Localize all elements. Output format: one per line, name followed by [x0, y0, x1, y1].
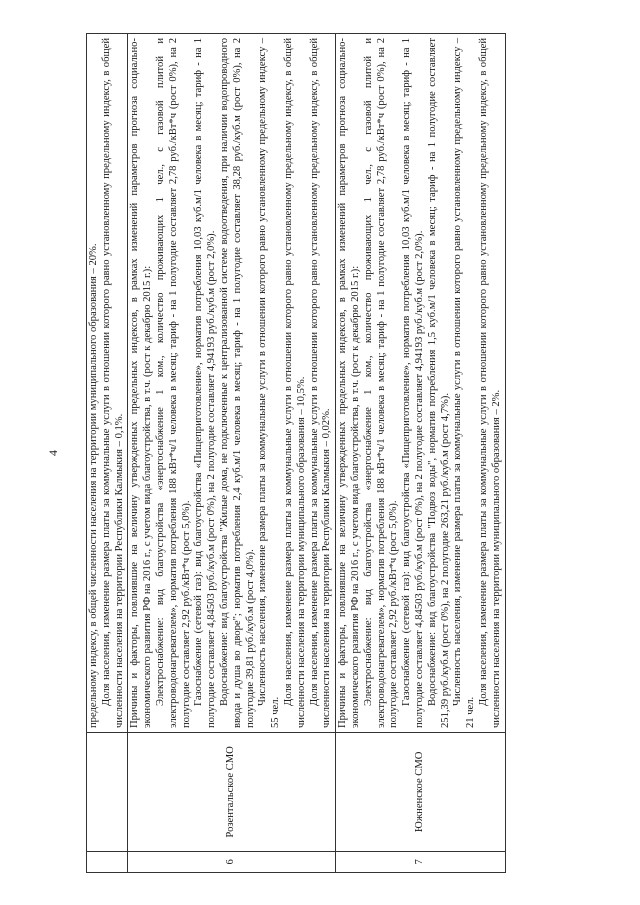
paragraph: Водоснабжение: вид благоустройства "Жилые дома, не подключенные к централизованной системе водоотведения, при наличии водопроводного ввода и душа во дворе"; норматив потребления 2,4 куб.м/1 человека в месяц; тариф - на 1 полугодие составляет 38,28 руб./куб.м (рост 0%), на 2 полугодие 39,81 руб./куб.м (рост 4,0%). [218, 37, 256, 728]
rotated-page-content [40, 33, 600, 873]
paragraph: Водоснабжение: вид благоустройства "Подвоз воды", норматив потребления 1,5 куб.м/1 человека в месяц; тариф - на 1 полугодие составляет 251,39 руб./куб.м (рост 0%), на 2 полугодие 263,21 руб./куб.м (рост 4,7%). [426, 37, 451, 728]
description-cell [336, 33, 505, 732]
paragraph: Доля населения, изменение размера платы за коммунальные услуги в отношении которого равно установленному предельному индексу, в общей численности населения на территории муниципального образования – 2%. [477, 37, 502, 728]
paragraph: Доля населения, изменение размера платы за коммунальные услуги в отношении которого равно установленному предельному индексу, в общей численности населения на территории Республики Калмыкия – 0,02%. [308, 37, 333, 728]
paragraph: Причины и факторы, повлиявшие на величину утвержденных предельных индексов, в рамках изменений параметров прогноза социально-экономического развития РФ на 2016 г., с учетом вида благоустройства, в т.ч. (рост к декабрю 2015 г.): [129, 37, 154, 728]
paragraph: Электроснабжение: вид благоустройства «энергоснабжение 1 ком., количество проживающих 1 чел., с газовой плитой и электроводонагревателем», норматив потребления 188 кВт*ч/1 человека в месяц; тариф - на 1 полугодие составляет 2,78 руб./кВт*ч (рост 0%), на 2 полугодие составляет 2,92 руб./кВт*ч (рост 5,0%). [362, 37, 400, 728]
row-number: 6 [128, 851, 336, 872]
paragraph: Газоснабжение (сетевой газ): вид благоустройства «Пищеприготовление», норматив потребления 10,03 куб.м/1 человека в месяц; тариф - на 1 полугодие составляет 4,84503 руб./куб.м (рост 0%), на 2 полугодие составляет 4,94193 руб./куб.м (рост 2,0%). [193, 37, 218, 728]
paragraph: Газоснабжение (сетевой газ): вид благоустройства «Пищеприготовление», норматив потребления 10,03 куб.м/1 человека в месяц; тариф - на 1 полугодие составляет 4,84503 руб./куб.м (рост 0%), на 2 полугодие составляет 4,94193 руб./куб.м (рост 2,0%). [401, 37, 425, 728]
paragraph: предельному индексу, в общей численности населения на территории муниципального образования – 20%. [88, 242, 99, 728]
paragraph: Численность населения, изменение размера платы за коммунальные услуги в отношении которого равно установленному предельному индексу – 55 чел. [257, 37, 282, 728]
municipality-table [86, 33, 506, 873]
table-row [336, 33, 505, 872]
description-cell [87, 33, 128, 732]
municipality-name-cell [87, 732, 128, 851]
row-number-cell [87, 851, 128, 872]
table-row-continuation [87, 33, 128, 872]
row-number: 7 [336, 851, 505, 872]
paragraph: Доля населения, изменение размера платы за коммунальные услуги в отношении которого равно установленному предельному индексу, в общей численности населения на территории Республики Калмыкия – 0,1%. [100, 37, 125, 728]
paragraph: Причины и факторы, повлиявшие на величину утвержденных предельных индексов, в рамках изменений параметров прогноза социально-экономического развития РФ на 2016 г., с учетом вида благоустройства, в т.ч. (рост к декабрю 2015 г.): [337, 37, 361, 728]
municipality-name: Южненское СМО [336, 732, 505, 851]
description-cell [128, 33, 336, 732]
paragraph: Электроснабжение: вид благоустройства «энергоснабжение 1 ком., количество проживающих 1 чел., с газовой плитой и электроводонагревателем», норматив потребления 188 кВт*ч/1 человека в месяц; тариф - на 1 полугодие составляет 2,78 руб./кВт*ч (рост 0%), на 2 полугодие составляет 2,92 руб./кВт*ч (рост 5,0%). [154, 37, 192, 728]
paragraph: Доля населения, изменение размера платы за коммунальные услуги в отношении которого равно установленному предельному индексу, в общей численности населения на территории муниципального образования – 10,5%. [282, 37, 307, 728]
table-row [128, 33, 336, 872]
page-number: 4 [46, 449, 60, 456]
paragraph: Численность населения, изменение размера платы за коммунальные услуги в отношении которого равно установленному предельному индексу – 21 чел. [452, 37, 477, 728]
municipality-name: Розентальское СМО [128, 732, 336, 851]
